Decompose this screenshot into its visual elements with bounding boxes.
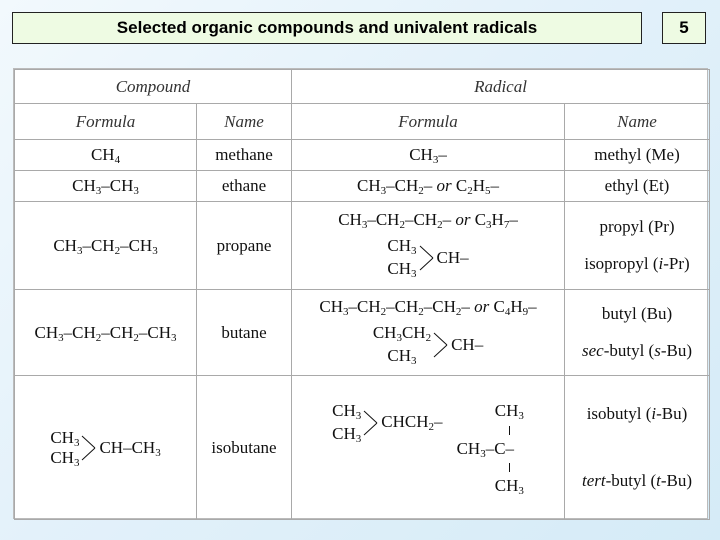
slide-title: Selected organic compounds and univalent radicals: [12, 12, 642, 44]
subheader-compound-name: Name: [197, 104, 292, 140]
compound-formula: $CH_4$: [15, 140, 197, 171]
table-row: [15, 376, 710, 520]
compound-name: butane: [197, 290, 292, 376]
compound-name: isobutane: [197, 376, 292, 520]
radical-formula: $CH_3-CH_2-CH_2-CH_2-$ or $C_4H_9-$ $CH_3CH_2$ $CH_3$ CH –: [292, 290, 565, 376]
isobutyl-structure: $CH_3$ $CH_3$ $CHCH_2$ –: [332, 400, 443, 445]
branch-bond-icon: [433, 327, 449, 363]
compounds-table: [13, 68, 708, 519]
table-row: [15, 202, 710, 290]
tert-butyl-structure: $CH_3$ $CH_3$ – C – $CH_3$: [456, 400, 524, 498]
tert-butyl-name: tert-butyl (t-Bu): [581, 470, 693, 490]
sec-butyl-name: sec-butyl (s-Bu): [581, 340, 693, 360]
radical-name: propyl (Pr) isopropyl (i-Pr): [565, 202, 710, 290]
compound-formula: $CH_3-CH_2-CH_2-CH_3$: [15, 290, 197, 376]
radical-name: [565, 376, 710, 520]
branch-bond-icon: [419, 240, 435, 276]
radical-formula: [292, 376, 565, 520]
radical-name: methyl (Me): [565, 140, 710, 171]
compound-name: methane: [197, 140, 292, 171]
page-number: 5: [662, 12, 706, 44]
subheader-radical-formula: Formula: [292, 104, 565, 140]
branch-bond-icon: [81, 430, 97, 466]
radical-formula: $CH_3-$: [292, 140, 565, 171]
compound-name: ethane: [197, 171, 292, 202]
subheader-compound-formula: Formula: [15, 104, 197, 140]
compound-formula: $CH_3-CH_3$: [15, 171, 197, 202]
radical-formula: $CH_3-CH_2-CH_2-$ or $C_3H_7-$ $CH_3$ $CH_3$ CH –: [292, 202, 565, 290]
radical-name: butyl (Bu) sec-butyl (s-Bu): [565, 290, 710, 376]
sec-butyl-structure: $CH_3CH_2$ $CH_3$ CH –: [372, 323, 484, 367]
header-radical: Radical: [292, 70, 710, 104]
compound-name: propane: [197, 202, 292, 290]
table-row: [15, 140, 710, 171]
isopropyl-structure: $CH_3$ $CH_3$ CH –: [387, 236, 469, 280]
table-row: [15, 290, 710, 376]
isopropyl-name: isopropyl (i-Pr): [584, 253, 690, 273]
isobutane-structure: $CH_3$ $CH_3$ CH – $CH_3$: [50, 427, 161, 469]
table-row: [15, 171, 710, 202]
radical-formula: $CH_3-CH_2-$ or $C_2H_5-$: [292, 171, 565, 202]
header-compound: Compound: [15, 70, 292, 104]
branch-bond-icon: [363, 405, 379, 441]
isobutyl-name: isobutyl (i-Bu): [586, 403, 688, 423]
radical-name: ethyl (Et): [565, 171, 710, 202]
compound-formula: [15, 376, 197, 520]
subheader-radical-name: Name: [565, 104, 710, 140]
compound-formula: $CH_3-CH_2-CH_3$: [15, 202, 197, 290]
